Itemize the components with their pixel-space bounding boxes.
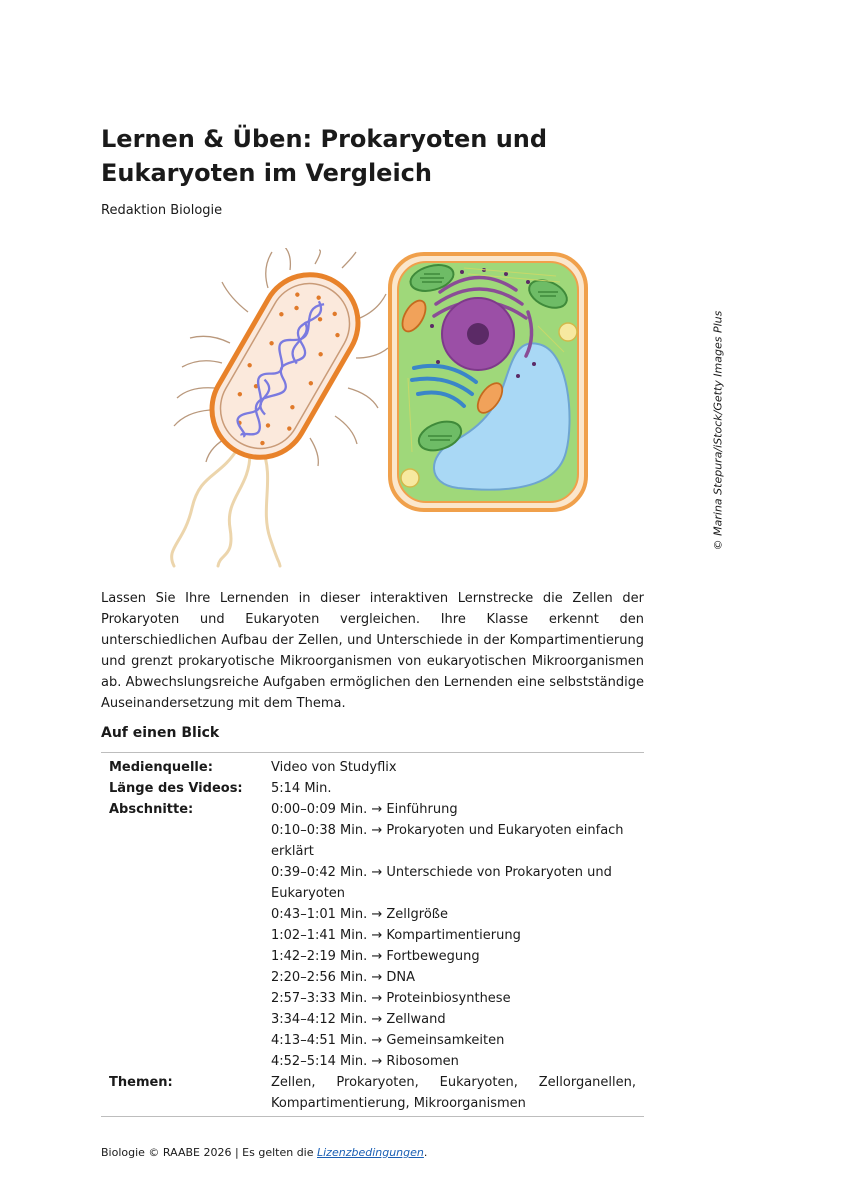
footer (101, 1146, 427, 1159)
page-title: Lernen & Üben: Prokaryoten und Eukaryoten im Vergleich (101, 125, 548, 187)
sections-list (271, 799, 644, 1072)
footer-end: . (423, 1146, 428, 1159)
topics-label: Themen: (109, 1075, 173, 1090)
overview-table (101, 752, 644, 1117)
section-item: 0:43–1:01 Min. → Zellgröße (271, 907, 448, 922)
intro-paragraph: Lassen Sie Ihre Lernenden in dieser interaktiven Lernstrecke die Zellen der Prokaryoten und Eukaryoten vergleichen. Ihre Klasse erkennt den unterschiedlichen Aufbau der Zellen, und Unterschiede in der Kompartimentierung und grenzt prokaryotische Mikroorganismen von eukaryotischen Mikroorganismen ab. Abwechslungsreiche Aufgaben ermöglichen den Lernenden eine selbstständige Auseinandersetzung mit dem Thema. (101, 591, 644, 711)
table-row (101, 799, 644, 1072)
section-item: 0:00–0:09 Min. → Einführung (271, 802, 458, 817)
cell-illustration (170, 248, 610, 568)
section-item: 2:57–3:33 Min. → Proteinbiosynthese (271, 991, 511, 1006)
section-item: 2:20–2:56 Min. → DNA (271, 970, 416, 985)
overview-heading: Auf einen Blick (101, 725, 220, 741)
section-item: 4:13–4:51 Min. → Gemeinsamkeiten (271, 1033, 505, 1048)
footer-text: Biologie © RAABE 2026 | Es gelten die (101, 1146, 317, 1159)
topics-value: Zellen, Prokaryoten, Eukaryoten, Zellorganellen, Kompartimentierung, Mikroorganismen (271, 1075, 636, 1111)
license-link[interactable]: Lizenzbedingungen (317, 1146, 424, 1159)
section-item: 0:39–0:42 Min. → Unterschiede von Prokaryoten und Eukaryoten (271, 865, 612, 901)
sections-label: Abschnitte: (109, 802, 194, 817)
media-value: Video von Studyflix (271, 760, 397, 775)
section-item: 0:10–0:38 Min. → Prokaryoten und Eukaryoten einfach erklärt (271, 823, 624, 859)
table-row (101, 1072, 644, 1117)
image-credit: © Marina Stepura/iStock/Getty Images Plus (711, 310, 725, 551)
length-label: Länge des Videos: (109, 781, 243, 796)
section-item: 3:34–4:12 Min. → Zellwand (271, 1012, 446, 1027)
length-value: 5:14 Min. (271, 781, 332, 796)
media-label: Medienquelle: (109, 760, 213, 775)
section-item: 1:42–2:19 Min. → Fortbewegung (271, 949, 480, 964)
plant-cell-illustration (390, 254, 586, 510)
bacterium-illustration (172, 248, 388, 566)
author: Redaktion Biologie (101, 203, 223, 218)
table-row (101, 778, 644, 799)
table-row (101, 753, 644, 779)
section-item: 1:02–1:41 Min. → Kompartimentierung (271, 928, 521, 943)
section-item: 4:52–5:14 Min. → Ribosomen (271, 1054, 459, 1069)
